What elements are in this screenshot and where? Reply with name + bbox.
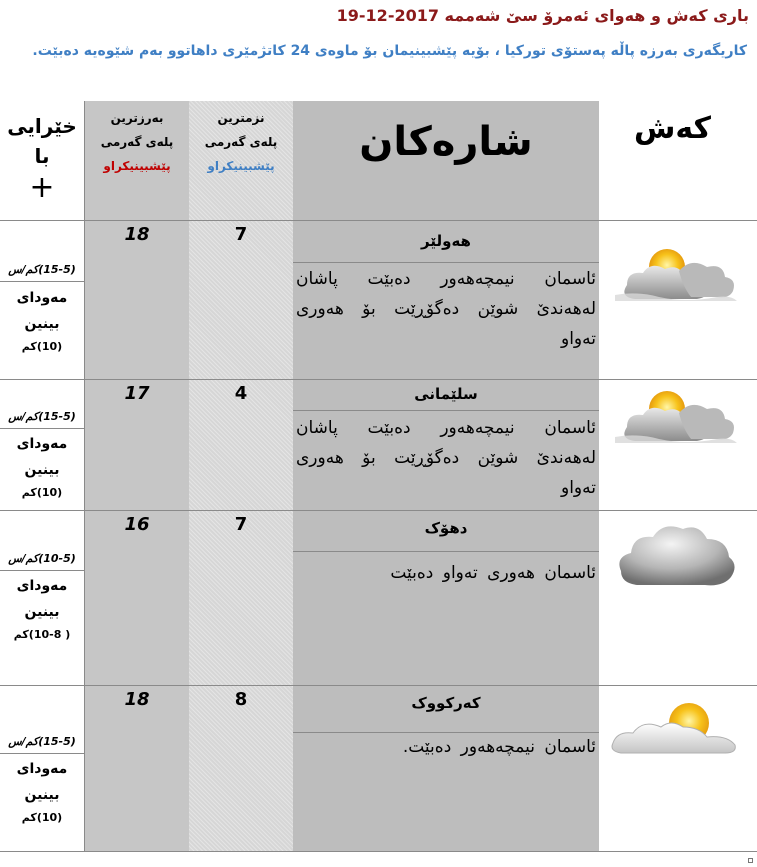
forecast-summary: کاریگەری بەرزە پاڵە پەستۆی تورکیا ، بۆیە پێشبینیمان بۆ ماوەی 24 کاتژمێری داهاتوو بەم شێوەیە دەبێت.	[32, 43, 747, 59]
city-name: هەولێر	[421, 232, 471, 250]
visibility-value: (10)کم	[21, 486, 63, 499]
wind-speed: (15-5)کم/س	[8, 410, 76, 423]
sun-behind-cloud-icon	[607, 697, 741, 773]
city-max-temp: 16	[124, 514, 150, 535]
city-min-temp: 7	[234, 224, 248, 245]
row-divider	[0, 685, 757, 686]
city-description: ئاسمان نیمچەهەور دەبێت پاشان لەهەندێ شوێن دەگۆڕێت بۆ هەوری تەواو	[296, 269, 596, 349]
visibility	[0, 573, 84, 645]
plus-icon: +	[29, 170, 55, 205]
visibility	[0, 756, 84, 828]
partly-cloudy-sun-icon	[607, 379, 741, 455]
city-name-divider	[293, 410, 599, 411]
visibility-label: مەودای بینین	[16, 290, 68, 332]
wind-speed: (15-5)کم/س	[8, 263, 76, 276]
wind-header-line1: خێرایی	[7, 114, 77, 138]
partly-cloudy-sun-icon	[607, 237, 741, 313]
wind-divider	[0, 281, 84, 282]
city-max-temp: 18	[124, 689, 150, 710]
max-temp-column	[84, 101, 189, 851]
city-min-temp: 4	[234, 383, 248, 404]
row-divider	[0, 220, 757, 221]
visibility-label: مەودای بینین	[16, 761, 68, 803]
wind-speed: (15-5)کم/س	[8, 735, 76, 748]
visibility	[0, 431, 84, 503]
min-temp-header-line3: پێشبینیکراو	[207, 159, 275, 173]
row-divider	[0, 510, 757, 511]
city-description: ئاسمان هەوری تەواو دەبێت	[390, 563, 596, 583]
wind-speed: (10-5)کم/س	[8, 552, 76, 565]
forecast-table	[0, 101, 757, 851]
visibility-label: مەودای بینین	[16, 436, 68, 478]
city-name-divider	[293, 551, 599, 552]
wind-header-line2: با	[34, 144, 50, 168]
resize-handle[interactable]	[748, 858, 753, 863]
page-title: باری کەش و هەوای ئەمرۆ سێ شەممە 2017-12-19	[336, 6, 749, 25]
visibility	[0, 285, 84, 357]
city-description: ئاسمان نیمچەهەور دەبێت پاشان لەهەندێ شوێن دەگۆڕێت بۆ هەوری تەواو	[296, 418, 596, 498]
max-temp-header-line2: پلەی گەرمی	[100, 135, 174, 149]
city-name: کەرکووک	[411, 694, 481, 712]
table-bottom-border	[0, 851, 757, 852]
city-min-temp: 8	[234, 689, 248, 710]
min-temp-header	[189, 106, 293, 178]
visibility-label: مەودای بینین	[16, 578, 68, 620]
city-description: ئاسمان نیمچەهەور دەبێت.	[402, 737, 596, 757]
city-name: دهۆک	[424, 519, 468, 537]
visibility-value: (10)کم	[21, 811, 63, 824]
min-temp-header-line1: نزمترین	[217, 111, 265, 125]
wind-divider	[0, 428, 84, 429]
wind-column-header	[0, 111, 84, 205]
city-max-temp: 18	[124, 224, 150, 245]
max-temp-header-line1: بەرزترین	[110, 111, 164, 125]
min-temp-header-line2: پلەی گەرمی	[204, 135, 278, 149]
wind-divider	[0, 753, 84, 754]
max-temp-header	[85, 106, 189, 178]
cities-column-header: شارەکان	[359, 119, 533, 165]
max-temp-header-line3: پێشبینیکراو	[103, 159, 171, 173]
city-name: سلێمانی	[414, 385, 478, 403]
weather-column-header: کەش	[633, 111, 712, 146]
column-divider	[84, 101, 85, 851]
cloud-icon	[607, 517, 741, 593]
city-name-divider	[293, 262, 599, 263]
visibility-value: (10)کم	[21, 340, 63, 353]
city-max-temp: 17	[124, 383, 150, 404]
visibility-value: ( 10-8)کم	[13, 628, 71, 641]
min-temp-column	[189, 101, 293, 851]
wind-divider	[0, 570, 84, 571]
city-min-temp: 7	[234, 514, 248, 535]
